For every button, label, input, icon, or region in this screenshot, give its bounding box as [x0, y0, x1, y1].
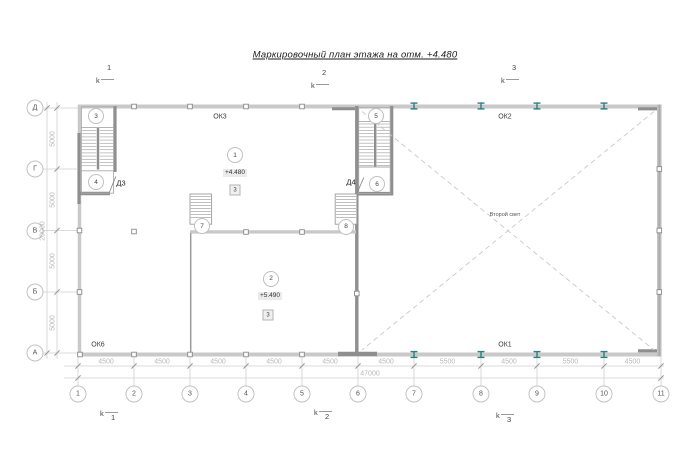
column-square-marker [244, 104, 249, 109]
column-square-marker [77, 228, 82, 233]
section-mark-number: 2 [325, 412, 330, 421]
grid-col-bubble: 2 [126, 386, 143, 403]
grid-row-bubble: А [27, 345, 44, 362]
room1-elevation: +4.480 [224, 169, 246, 176]
dim-bottom-segment: 4500 [624, 358, 641, 365]
grid-row-bubble: Г [27, 161, 44, 178]
dim-bottom-segment: 4500 [501, 358, 517, 365]
grid-col-bubble: 5 [294, 386, 311, 403]
section-mark-number: 1 [107, 63, 112, 72]
plan-marker-bubble: 1 [227, 147, 243, 163]
plan-marker-bubble: 3 [88, 108, 104, 124]
room2-elevation: +5.490 [259, 292, 281, 299]
section-mark [311, 68, 329, 93]
column-square-marker [77, 290, 82, 295]
section-mark-prefix: k [501, 76, 505, 85]
column-square-marker [244, 352, 249, 357]
column-square-marker [188, 104, 193, 109]
dim-bottom-segment: 4500 [322, 358, 338, 365]
column-square-marker [78, 352, 83, 357]
dim-bottom-total: 47000 [360, 370, 380, 377]
section-mark-number: 2 [322, 68, 327, 77]
column-square-marker [132, 229, 137, 234]
plan-marker-bubble: 8 [338, 219, 354, 235]
drawing-title: Маркировочный план этажа на отм. +4.480 [252, 49, 458, 61]
grid-col-bubble: 4 [238, 386, 255, 403]
section-mark-number: 3 [512, 63, 517, 72]
plan-marker-bubble: 5 [368, 108, 384, 124]
window-label-ok1: ОК1 [498, 341, 512, 349]
section-mark-line [101, 79, 114, 80]
dim-bottom-segment: 4500 [98, 358, 114, 365]
section-mark-prefix: k [96, 76, 100, 85]
dim-left-segment: 5000 [49, 253, 57, 270]
window-label-ok2: ОК2 [498, 113, 512, 121]
section-mark [96, 63, 114, 88]
plan-marker-bubble: 6 [369, 176, 385, 192]
grid-row-bubble: Б [27, 284, 44, 301]
dim-bottom-segment: 5500 [562, 358, 579, 365]
window-label-ok3: ОК3 [213, 113, 227, 121]
dim-left-segment: 5000 [49, 191, 57, 208]
section-mark [314, 402, 332, 420]
room1-tag: 3 [230, 185, 241, 196]
section-mark-number: 3 [507, 415, 512, 424]
column-square-marker [657, 228, 662, 233]
grid-row-bubble: В [27, 222, 44, 239]
column-square-marker [355, 291, 360, 296]
section-mark-line [506, 79, 519, 80]
section-mark-prefix: k [314, 408, 318, 417]
dim-bottom-segment: 4500 [266, 358, 282, 365]
door-label-d4: Д4 [346, 177, 356, 187]
plan-marker-bubble: 2 [263, 271, 279, 287]
column-square-marker [188, 352, 193, 357]
grid-col-bubble: 11 [653, 386, 670, 403]
dim-bottom-segment: 4500 [210, 358, 226, 365]
column-square-marker [300, 104, 305, 109]
dim-bottom-segment: 4500 [154, 358, 170, 365]
second-light-label: Второй свет [489, 212, 521, 218]
column-square-marker [132, 352, 137, 357]
column-square-marker [657, 290, 662, 295]
grid-col-bubble: 6 [350, 386, 367, 403]
dim-bottom-segment: 4500 [378, 358, 394, 365]
section-mark-prefix: k [100, 409, 104, 418]
section-mark [501, 63, 519, 88]
section-mark-prefix: k [311, 81, 315, 90]
window-label-ok6: ОК6 [91, 341, 105, 349]
room2-tag: 3 [263, 310, 274, 321]
section-mark [496, 405, 514, 423]
dim-bottom-segment: 5500 [439, 358, 456, 365]
column-square-marker [300, 352, 305, 357]
column-square-marker [132, 104, 137, 109]
grid-col-bubble: 10 [596, 386, 613, 403]
dim-left-segment: 5000 [49, 314, 57, 331]
grid-col-bubble: 7 [406, 386, 423, 403]
column-square-marker [300, 230, 305, 235]
section-mark-prefix: k [496, 411, 500, 420]
section-mark [100, 403, 118, 421]
grid-col-bubble: 9 [529, 386, 546, 403]
dim-left-total: 20000 [39, 221, 47, 241]
section-mark-number: 1 [111, 413, 116, 422]
grid-col-bubble: 1 [70, 386, 87, 403]
plan-marker-bubble: 4 [88, 174, 104, 190]
column-square-marker [657, 167, 662, 172]
door-d3-leaf [110, 177, 116, 193]
door-label-d3: Д3 [116, 178, 126, 188]
grid-col-bubble: 8 [473, 386, 490, 403]
plan-marker-bubble: 7 [194, 218, 210, 234]
column-square-marker [244, 230, 249, 235]
section-mark-line [316, 84, 329, 85]
grid-row-bubble: Д [27, 100, 44, 117]
grid-col-bubble: 3 [182, 386, 199, 403]
dim-left-segment: 5000 [49, 130, 57, 147]
